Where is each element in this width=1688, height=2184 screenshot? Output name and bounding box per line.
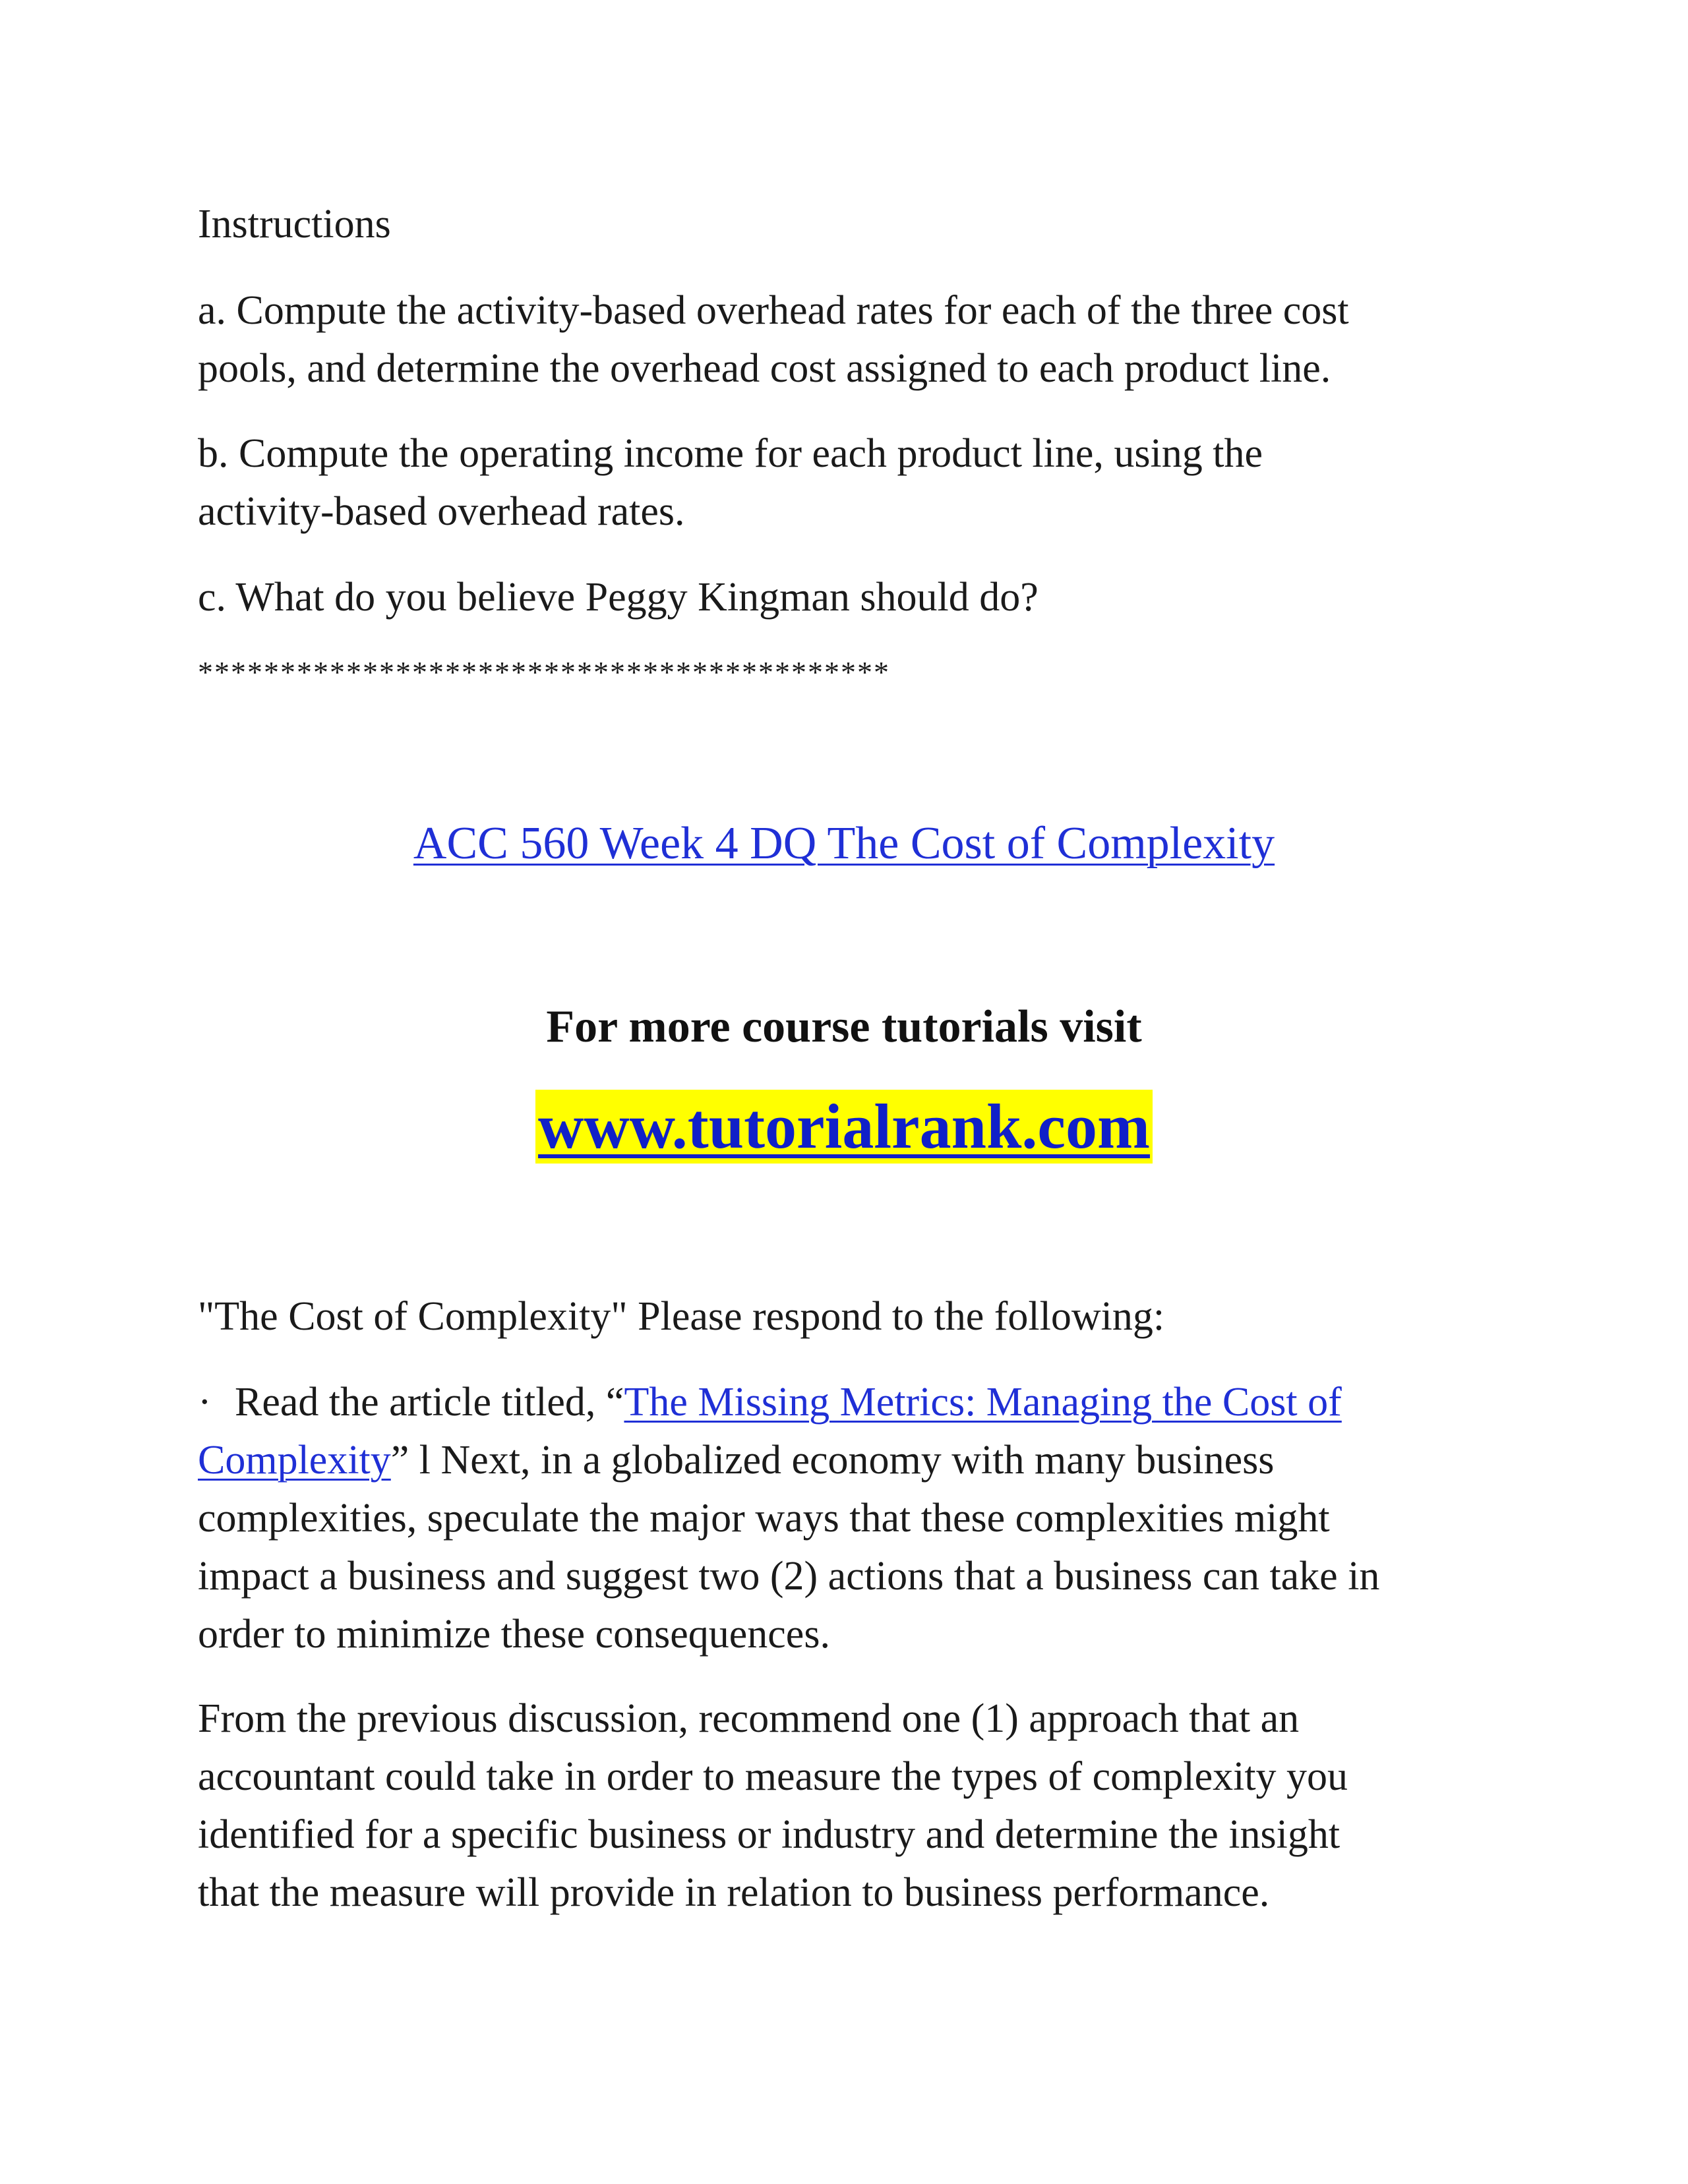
instruction-item-b <box>198 425 1490 541</box>
instruction-a-line-2: pools, and determine the overhead cost assigned to each product line. <box>198 346 1331 391</box>
promo-site-container <box>0 1088 1688 1166</box>
previous-discussion-line-4: that the measure will provide in relation to business performance. <box>198 1870 1270 1915</box>
read-article-line-1 <box>198 1373 1490 1431</box>
tutorialrank-site-link[interactable]: www.tutorialrank.com <box>535 1090 1153 1164</box>
promo-label: For more course tutorials visit <box>546 1001 1142 1052</box>
bullet-dot: · <box>198 1380 212 1425</box>
instruction-a-line-1: a. Compute the activity-based overhead rates for each of the three cost <box>198 288 1349 333</box>
instruction-c-line: c. What do you believe Peggy Kingman should do? <box>198 575 1039 620</box>
instructions-heading-text: Instructions <box>198 202 391 247</box>
instruction-b-line-2: activity-based overhead rates. <box>198 489 685 534</box>
question-intro <box>198 1287 1490 1345</box>
read-article-line-2 <box>198 1431 1490 1489</box>
article-link-part-2[interactable]: Complexity <box>198 1438 391 1483</box>
read-article-prefix: Read the article titled, “ <box>235 1380 624 1425</box>
read-article-line-4: impact a business and suggest two (2) actions that a business can take in <box>198 1554 1380 1599</box>
instruction-item-c <box>198 568 1490 626</box>
instruction-item-a <box>198 281 1490 398</box>
dq-title-link[interactable]: ACC 560 Week 4 DQ The Cost of Complexity <box>413 818 1275 869</box>
previous-discussion-paragraph <box>198 1690 1490 1922</box>
article-link-part-1[interactable]: The Missing Metrics: Managing the Cost of <box>624 1380 1342 1425</box>
previous-discussion-line-2: accountant could take in order to measure the types of complexity you <box>198 1754 1348 1799</box>
question-intro-text: "The Cost of Complexity" Please respond to the following: <box>198 1294 1165 1339</box>
instructions-heading <box>198 195 1490 253</box>
dq-title-container <box>0 812 1688 875</box>
read-article-suffix: ” l Next, in a globalized economy with many business <box>390 1438 1275 1483</box>
previous-discussion-line-1: From the previous discussion, recommend one (1) approach that an <box>198 1696 1300 1741</box>
instruction-b-line-1: b. Compute the operating income for each product line, using the <box>198 431 1263 476</box>
previous-discussion-line-3: identified for a specific business or industry and determine the insight <box>198 1812 1341 1857</box>
separator-stars: ****************************************** <box>198 655 890 689</box>
read-article-line-5: order to minimize these consequences. <box>198 1612 830 1657</box>
read-article-paragraph <box>198 1373 1490 1663</box>
read-article-line-3: complexities, speculate the major ways that these complexities might <box>198 1496 1330 1541</box>
